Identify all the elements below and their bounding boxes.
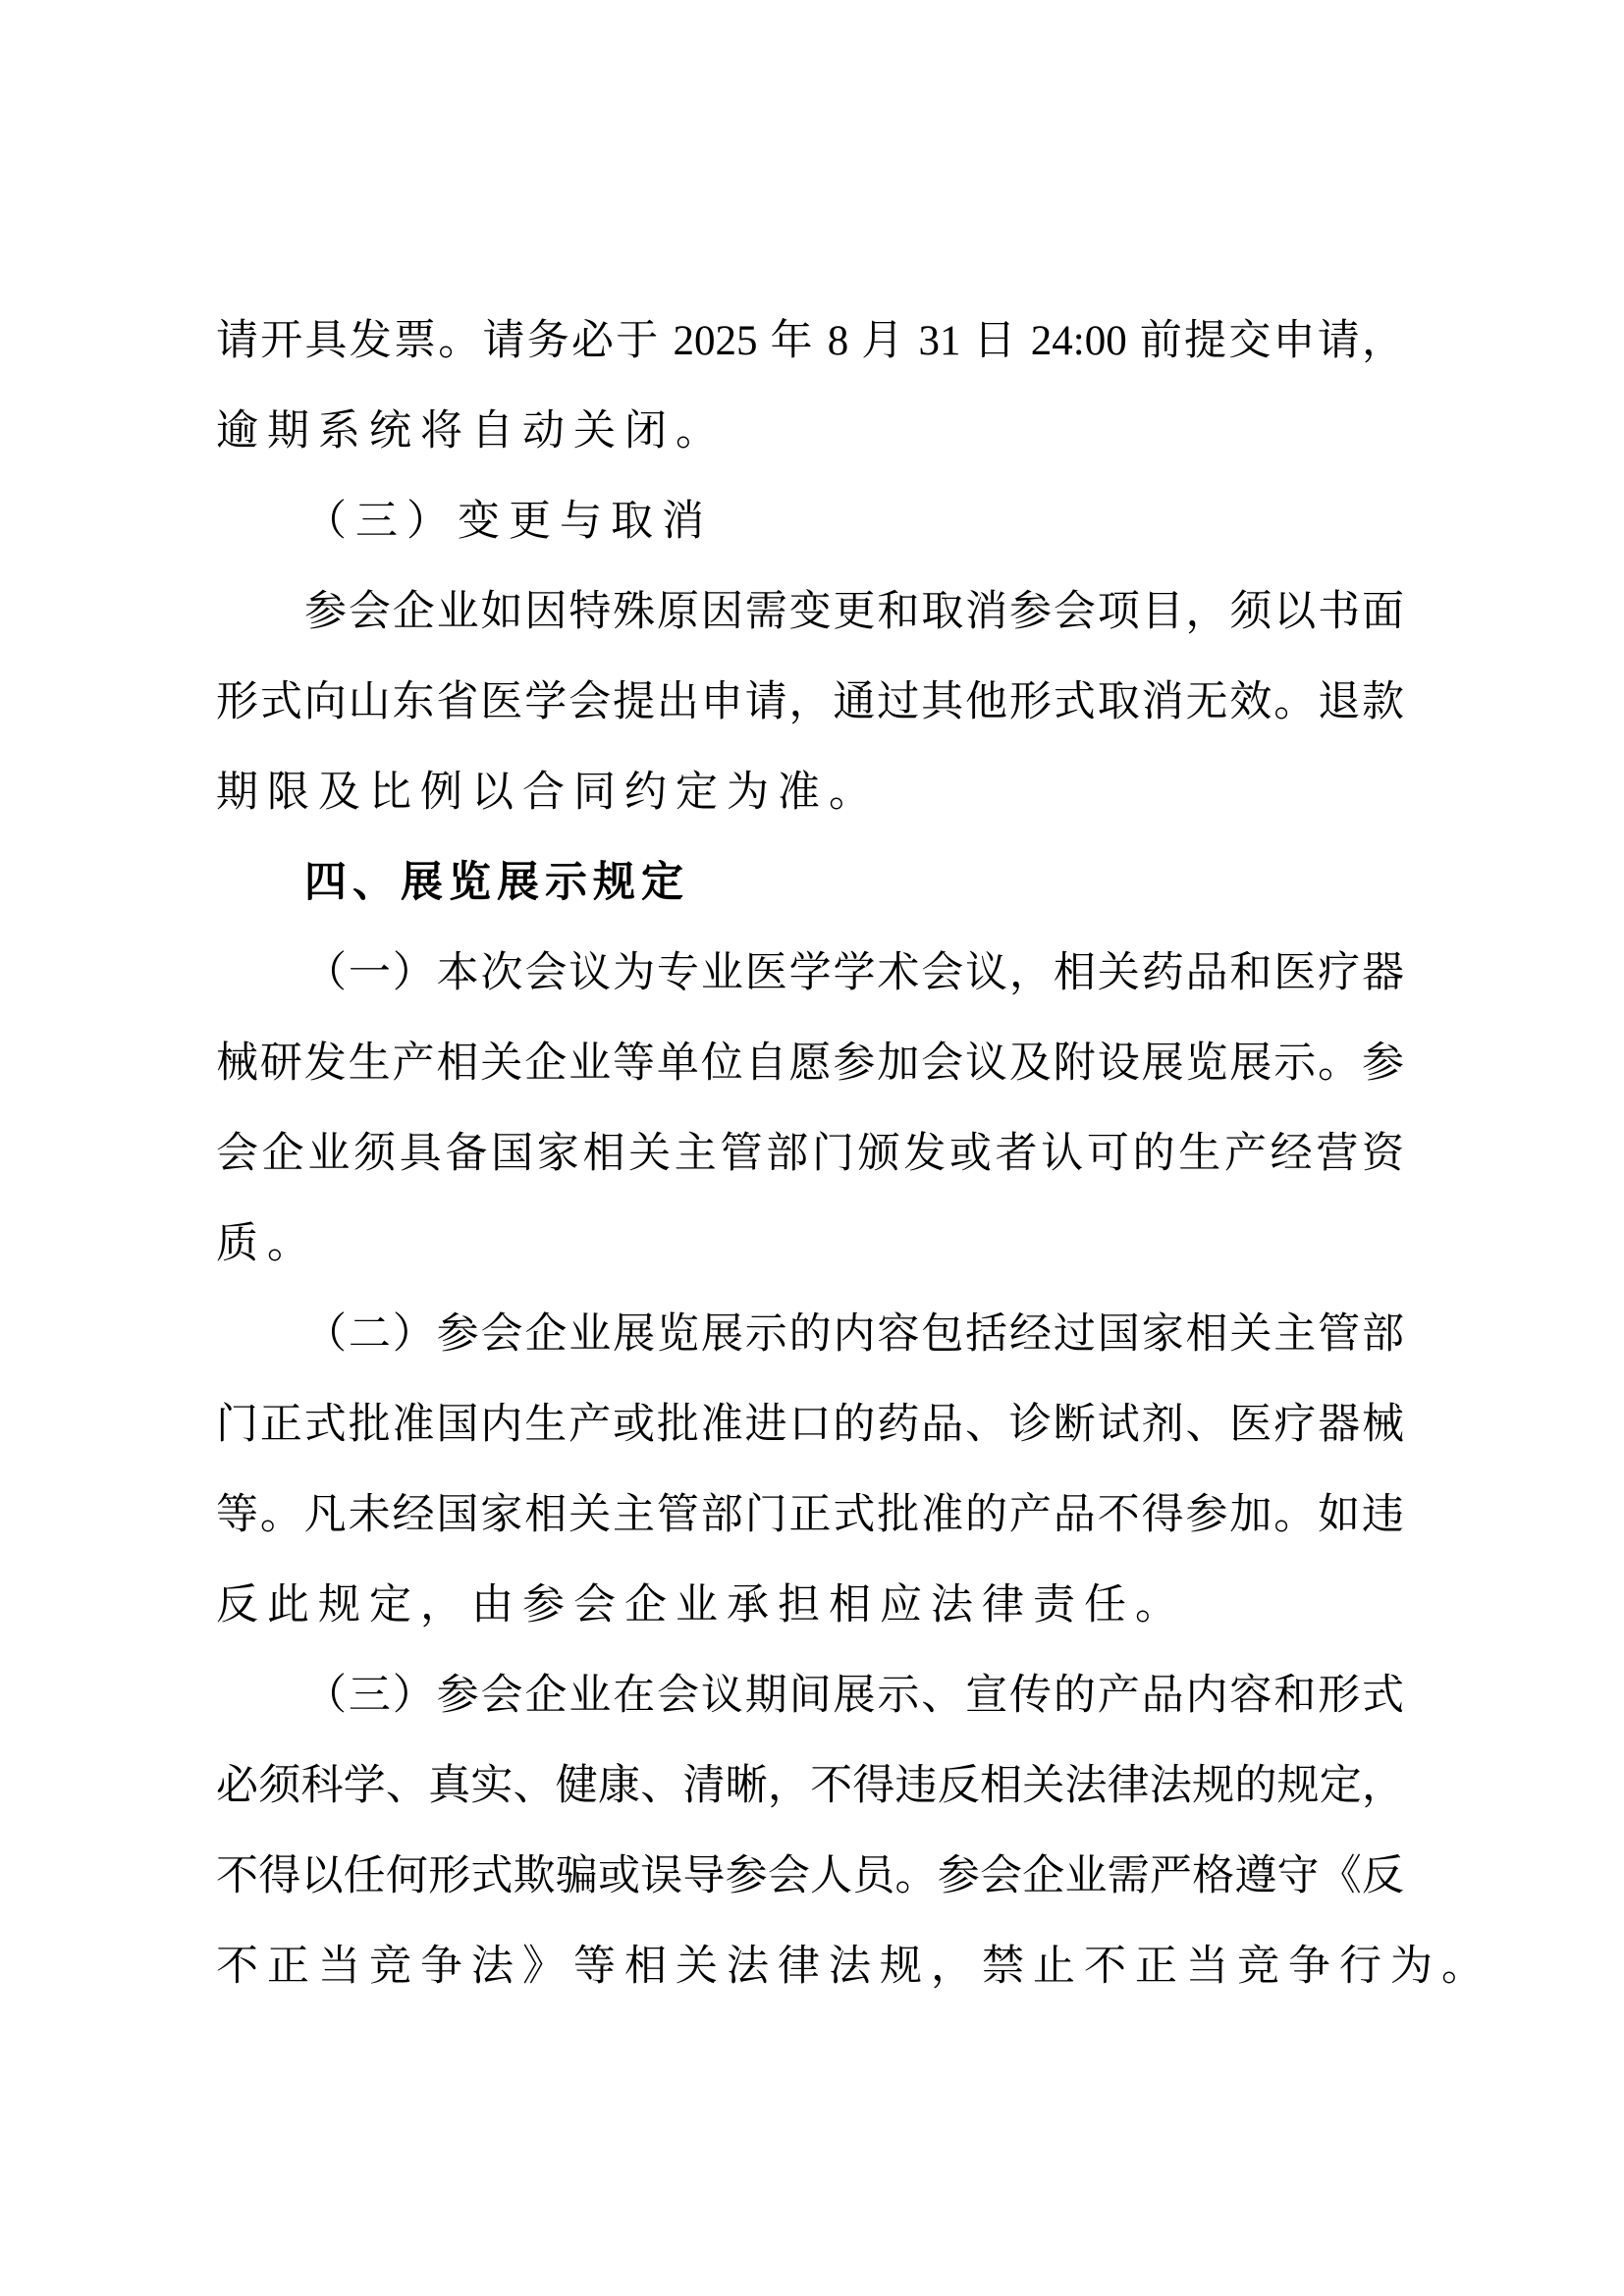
text-line: 形式向山东省医学会提出申请，通过其他形式取消无效。退款 [216,679,1404,725]
text-line: （三）参会企业在会议期间展示、宣传的产品内容和形式 [304,1673,1404,1719]
text-line: （三）变更与取消 [304,499,713,545]
section-heading: 四、展览展示规定 [304,860,689,906]
text-line: 期限及比例以合同约定为准。 [216,770,880,816]
text-line: 必须科学、真实、健康、清晰，不得违反相关法律法规的规定， [216,1763,1404,1809]
text-line: （二）参会企业展览展示的内容包括经过国家相关主管部 [304,1311,1404,1358]
text-line: 请开具发票。请务必于 2025 年 8 月 31 日 24:00 前提交申请， [216,318,1404,364]
text-line: 会企业须具备国家相关主管部门颁发或者认可的生产经营资 [216,1131,1404,1177]
text-line: 参会企业如因特殊原因需变更和取消参会项目，须以书面 [304,589,1404,635]
text-line: 逾期系统将自动关闭。 [216,408,727,454]
text-line: 反此规定，由参会企业承担相应法律责任。 [216,1582,1186,1629]
document-body [216,296,1492,2012]
text-line: 械研发生产相关企业等单位自愿参加会议及附设展览展示。参 [216,1041,1404,1087]
text-line: 等。凡未经国家相关主管部门正式批准的产品不得参加。如违 [216,1492,1404,1538]
text-line: 不正当竞争法》等相关法律法规，禁止不正当竞争行为。 [216,1944,1492,1990]
text-line: 不得以任何形式欺骗或误导参会人员。参会企业需严格遵守《反 [216,1853,1404,1899]
text-line: （一）本次会议为专业医学学术会议，相关药品和医疗器 [304,950,1404,996]
text-line: 质。 [216,1221,318,1267]
text-line: 门正式批准国内生产或批准进口的药品、诊断试剂、医疗器械 [216,1402,1404,1448]
